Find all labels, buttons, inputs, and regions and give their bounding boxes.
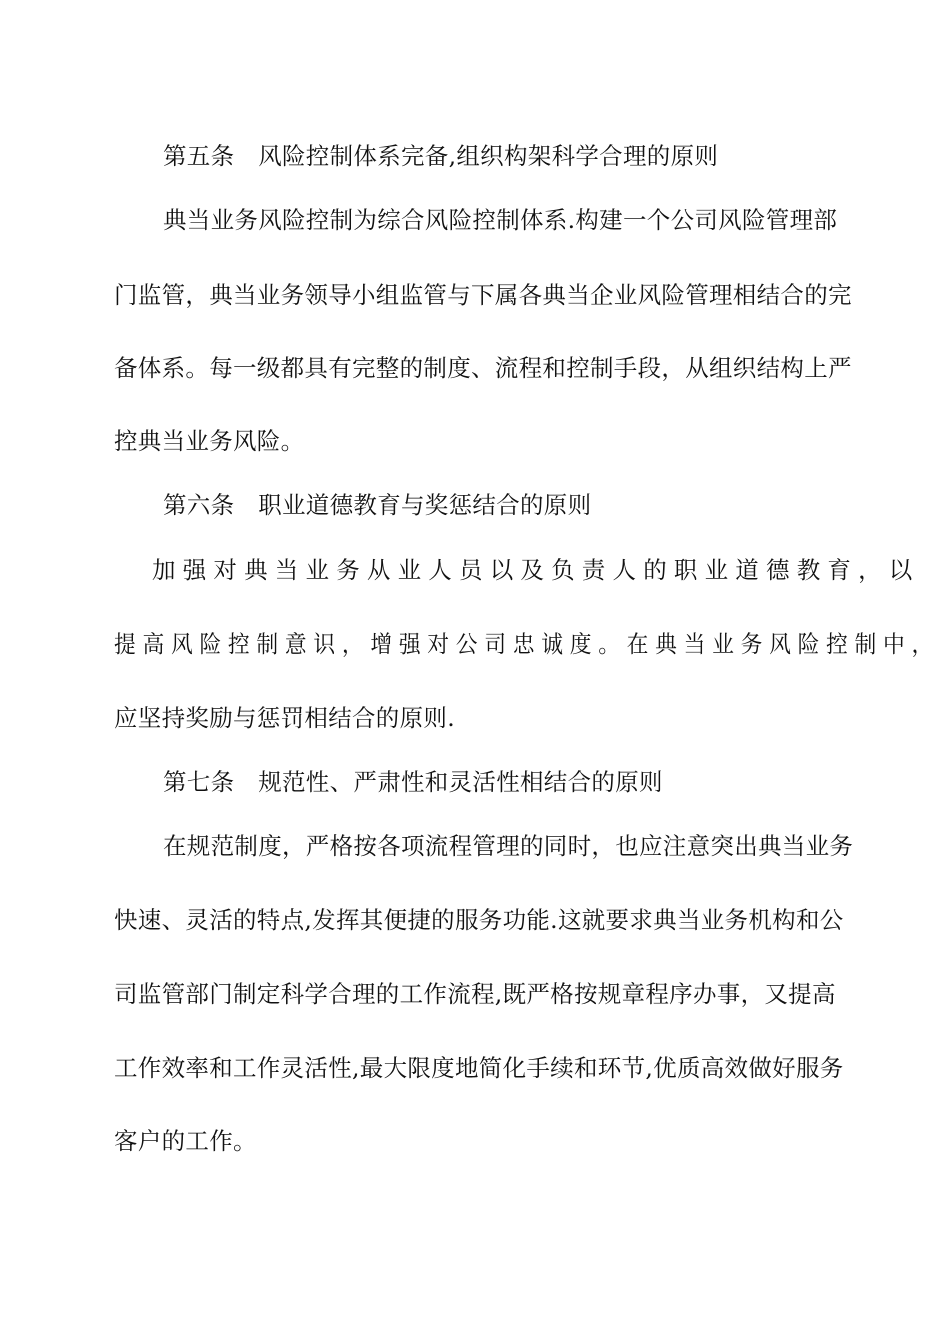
paragraph-line: 应坚持奖励与惩罚相结合的原则. (114, 704, 455, 732)
paragraph-line: 客户的工作。 (114, 1127, 257, 1155)
paragraph-line: 快速、灵活的特点,发挥其便捷的服务功能.这就要求典当业务机构和公 (114, 906, 844, 934)
paragraph-line: 典当业务风险控制为综合风险控制体系.构建一个公司风险管理部 (163, 206, 838, 234)
article-5-heading: 第五条 风险控制体系完备,组织构架科学合理的原则 (163, 142, 719, 170)
paragraph-line: 司监管部门制定科学合理的工作流程,既严格按规章程序办事，又提高 (114, 980, 836, 1008)
article-7-heading: 第七条 规范性、严肃性和灵活性相结合的原则 (163, 768, 663, 796)
paragraph-line: 控典当业务风险。 (114, 427, 305, 455)
paragraph-segment: 提高风险控制意识，增强对公司忠诚度。在典当业务风险控制中， (114, 630, 940, 658)
paragraph-line: 备体系。每一级都具有完整的制度、流程和控制手段，从组织结构上严 (114, 354, 852, 382)
paragraph-line: 门监管，典当业务领导小组监管与下属各典当企业风险管理相结合的完 (114, 281, 852, 309)
paragraph-line: 加强对典当业务从业人员以及负责人的职业道德教育，以 (152, 556, 920, 584)
paragraph-line (114, 629, 940, 659)
paragraph-line: 在规范制度，严格按各项流程管理的同时，也应注意突出典当业务 (163, 832, 854, 860)
article-6-heading: 第六条 职业道德教育与奖惩结合的原则 (163, 491, 592, 519)
paragraph-line: 工作效率和工作灵活性,最大限度地简化手续和环节,优质高效做好服务 (114, 1054, 844, 1082)
